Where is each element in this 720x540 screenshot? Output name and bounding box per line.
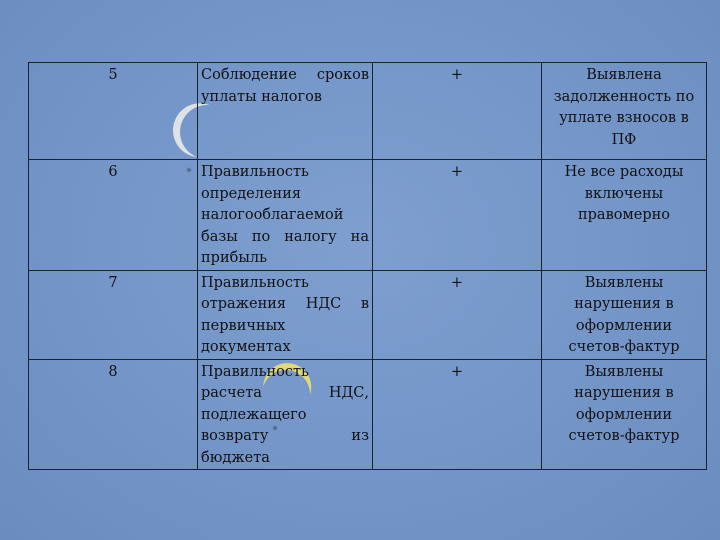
row-mark: + — [373, 63, 542, 160]
description-word: в — [360, 296, 369, 312]
description-line: прибыль — [201, 250, 267, 266]
row-number: 6 — [29, 160, 198, 271]
description-line — [201, 383, 369, 405]
description-line — [201, 65, 369, 87]
description-line: уплаты налогов — [201, 88, 322, 105]
description-line: первичных — [201, 317, 286, 334]
description-line: определения — [201, 185, 302, 202]
row-mark: + — [373, 270, 542, 359]
description-line: Правильность — [201, 274, 309, 291]
description-word: НДС — [305, 296, 342, 312]
row-mark: + — [373, 359, 542, 470]
description-word: базы — [201, 228, 238, 245]
description-line: Правильность — [201, 164, 309, 180]
description-word: по — [251, 228, 271, 245]
description-word: возврату — [201, 428, 269, 444]
description-line — [201, 294, 369, 316]
row-number: 7 — [29, 270, 198, 359]
row-description — [198, 270, 373, 359]
description-word: из — [351, 428, 369, 444]
description-word: на — [350, 228, 369, 245]
description-word: налогу — [284, 228, 337, 245]
row-description — [198, 359, 373, 470]
description-line: налогооблагаемой — [201, 207, 344, 223]
description-word: НДС, — [328, 385, 369, 401]
description-word: Соблюдение — [201, 67, 297, 83]
row-result: Выявлены нарушения в оформлении счетов-фактур — [542, 359, 707, 470]
row-description — [198, 63, 373, 160]
description-line: Правильность — [201, 363, 309, 380]
description-line: документах — [201, 339, 291, 355]
row-result: Выявлены нарушения в оформлении счетов-фактур — [542, 270, 707, 359]
table-row — [29, 359, 707, 470]
table-row — [29, 270, 707, 359]
description-line: бюджета — [201, 449, 270, 466]
row-mark: + — [373, 160, 542, 271]
audit-table — [28, 62, 707, 470]
description-line — [201, 426, 369, 448]
table-row — [29, 63, 707, 160]
description-word: расчета — [201, 385, 262, 401]
table-row — [29, 160, 707, 271]
row-result: Выявлена задолженность по уплате взносов в ПФ — [542, 63, 707, 160]
row-description — [198, 160, 373, 271]
row-number: 5 — [29, 63, 198, 160]
row-result: Не все расходы включены правомерно — [542, 160, 707, 271]
description-line: подлежащего — [201, 406, 307, 423]
description-line — [201, 227, 369, 249]
description-word: сроков — [316, 67, 369, 83]
row-number: 8 — [29, 359, 198, 470]
description-word: отражения — [201, 296, 287, 312]
